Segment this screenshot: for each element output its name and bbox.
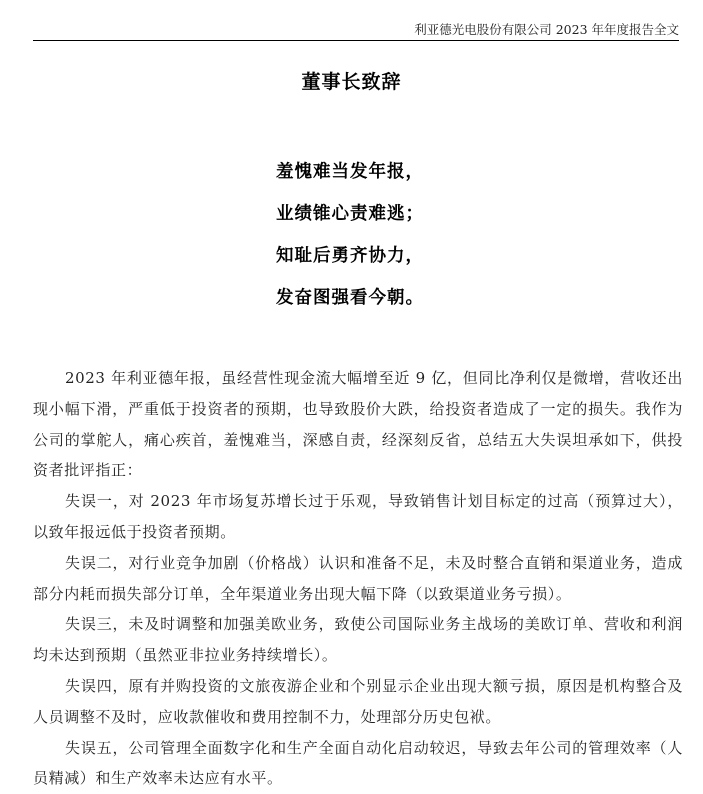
page-title: 董事长致辞: [301, 71, 402, 93]
mistake-one-paragraph: 失误一，对 2023 年市场复苏增长过于乐观，导致销售计划目标定的过高（预算过大），以致年报远低于投资者预期。: [33, 492, 683, 541]
mistake-two-paragraph: 失误二，对行业竞争加剧（价格战）认识和准备不足，未及时整合直销和渠道业务，造成部分内耗而损失部分订单，全年渠道业务出现大幅下降（以致渠道业务亏损）。: [33, 553, 683, 603]
poem-line: 发奋图强看今朝。: [276, 288, 424, 308]
running-header-title: 利亚德光电股份有限公司 2023 年年度报告全文: [414, 22, 679, 37]
poem-line: 知耻后勇齐协力，: [276, 246, 424, 266]
letter-body: [33, 363, 683, 794]
mistake-five-paragraph: 失误五，公司管理全面数字化和生产全面自动化启动较迟，导致去年公司的管理效率（人员精减）和生产效率未达应有水平。: [33, 738, 683, 788]
mistake-four-paragraph: 失误四，原有并购投资的文旅夜游企业和个别显示企业出现大额亏损，原因是机构整合及人员调整不及时，应收款催收和费用控制不力，处理部分历史包袱。: [33, 676, 683, 726]
page-header: [33, 20, 679, 41]
poem-line: 羞愧难当发年报，: [276, 162, 424, 182]
poem-line: 业绩锥心责难逃；: [276, 204, 424, 224]
poem-block: [276, 158, 424, 326]
mistake-three-paragraph: 失误三，未及时调整和加强美欧业务，致使公司国际业务主战场的美欧订单、营收和利润均未达到预期（虽然亚非拉业务持续增长）。: [33, 615, 683, 665]
intro-paragraph: 2023 年利亚德年报，虽经营性现金流大幅增至近 9 亿，但同比净利仅是微增，营收还出现小幅下滑，严重低于投资者的预期，也导致股价大跌，给投资者造成了一定的损失。我作为公司的掌舵人，痛心疾首，羞愧难当，深感自责，经深刻反省，总结五大失误坦承如下，供投资者批评指正：: [33, 369, 683, 480]
